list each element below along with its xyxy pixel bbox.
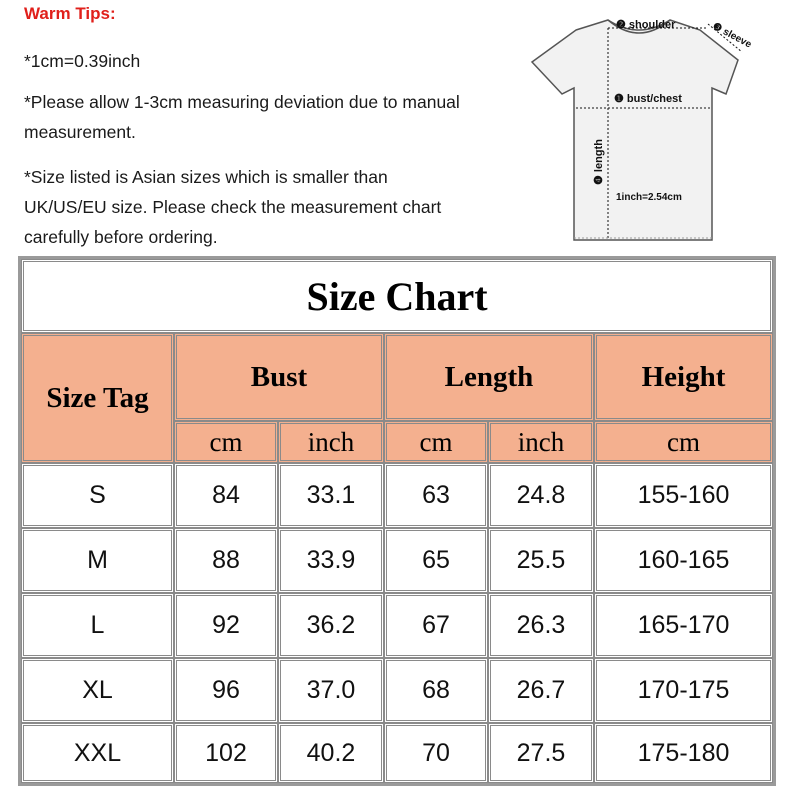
size-chart-title: Size Chart [21, 259, 773, 333]
unit-header: cm [594, 421, 773, 463]
height-cm-cell: 160-165 [594, 528, 773, 593]
length-cm-cell: 63 [384, 463, 488, 528]
sleeve-label: ❸ sleeve [710, 20, 754, 51]
height-cm-cell: 165-170 [594, 593, 773, 658]
bust-cm-cell: 92 [174, 593, 278, 658]
length-inch-cell: 26.7 [488, 658, 594, 723]
unit-header: inch [278, 421, 384, 463]
size-tag-cell: XXL [21, 723, 174, 783]
length-cm-cell: 65 [384, 528, 488, 593]
size-tag-cell: S [21, 463, 174, 528]
bust-inch-cell: 33.9 [278, 528, 384, 593]
bust-inch-cell: 33.1 [278, 463, 384, 528]
size-tag-cell: XL [21, 658, 174, 723]
size-tag-cell: L [21, 593, 174, 658]
conversion-label: 1inch=2.54cm [616, 192, 682, 203]
unit-header: inch [488, 421, 594, 463]
height-cm-cell: 170-175 [594, 658, 773, 723]
height-header: Height [594, 333, 773, 421]
bust-cm-cell: 102 [174, 723, 278, 783]
shoulder-label: ❷ shoulder [616, 19, 676, 31]
warm-tips-title: Warm Tips: [24, 4, 116, 23]
length-inch-cell: 25.5 [488, 528, 594, 593]
size-tag-header: Size Tag [21, 333, 174, 463]
bust-cm-cell: 84 [174, 463, 278, 528]
unit-header: cm [174, 421, 278, 463]
bust-header: Bust [174, 333, 384, 421]
length-inch-cell: 27.5 [488, 723, 594, 783]
size-chart-table [18, 256, 776, 786]
length-inch-cell: 24.8 [488, 463, 594, 528]
length-cm-cell: 68 [384, 658, 488, 723]
length-header: Length [384, 333, 594, 421]
bust-label: ❶ bust/chest [614, 93, 682, 105]
bust-cm-cell: 96 [174, 658, 278, 723]
bust-inch-cell: 37.0 [278, 658, 384, 723]
length-inch-cell: 26.3 [488, 593, 594, 658]
unit-header: cm [384, 421, 488, 463]
tshirt-measurement-diagram [524, 10, 796, 246]
length-cm-cell: 70 [384, 723, 488, 783]
tip-asian-sizes: *Size listed is Asian sizes which is smaller than UK/US/EU size. Please check the measurement chart carefully before ordering. [24, 167, 442, 247]
height-cm-cell: 175-180 [594, 723, 773, 783]
tip-conversion: *1cm=0.39inch [24, 51, 141, 71]
size-tag-cell: M [21, 528, 174, 593]
length-cm-cell: 67 [384, 593, 488, 658]
bust-inch-cell: 40.2 [278, 723, 384, 783]
length-label: ❹ length [593, 139, 605, 185]
tip-deviation: *Please allow 1-3cm measuring deviation due to manual measurement. [24, 92, 460, 142]
height-cm-cell: 155-160 [594, 463, 773, 528]
bust-cm-cell: 88 [174, 528, 278, 593]
bust-inch-cell: 36.2 [278, 593, 384, 658]
tshirt-icon [524, 10, 796, 246]
